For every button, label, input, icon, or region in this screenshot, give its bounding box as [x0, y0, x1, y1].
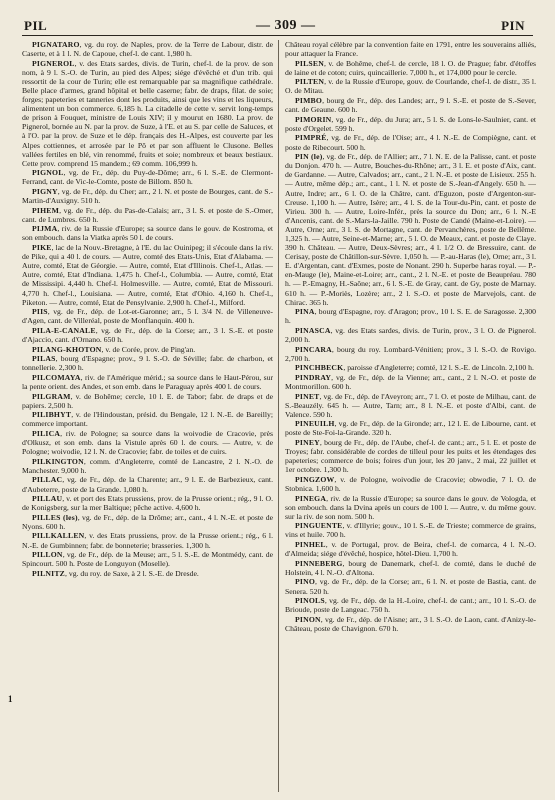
entry-definition: , vg. de Fr., dép. de l'Oise; arr., 4 l. N.-E. de Compiègne, cant. et poste de Ribecourt. 500 h.: [285, 133, 536, 152]
header-rule: [22, 35, 533, 36]
entry-definition: , v. de la Russie d'Europe, gouv. de Courlande, chef-l. de distr., 35 l. O. de Mitau.: [285, 77, 536, 96]
entry-definition: Château royal célèbre par la convention faite en 1791, entre les souverains alliés, pour attaquer la France.: [285, 40, 536, 59]
dictionary-entry: [285, 326, 536, 344]
dictionary-entry: [285, 115, 536, 133]
entry-definition: , vg. de Fr., dép. de la Drôme; arr., cant., 4 l. N.-E. et poste de Nyons. 600 h.: [22, 512, 273, 531]
dictionary-entry: [22, 569, 273, 578]
dictionary-entry: [22, 550, 273, 568]
column-divider: [278, 40, 279, 792]
dictionary-entry: [285, 307, 536, 325]
entry-headword: PINGZOW: [295, 474, 335, 484]
dictionary-entry: [22, 326, 273, 344]
entry-definition: , vg. de Fr., dép. de la H.-Loire, chef-l. de cant.; arr., 10 l. S.-O. de Brioude, poste de Langeac. 750 h.: [285, 596, 536, 615]
dictionary-entry: [22, 243, 273, 307]
entry-definition: , vg. de Fr., dép. de Lot-et-Garonne; arr., 5 l. 3/4 N. de Villeneuve-d'Agen, cant. de Villeréal, poste de Monflanquin. 400 h.: [22, 307, 273, 326]
dictionary-entry: [285, 475, 536, 493]
dictionary-entry: [285, 392, 536, 419]
entry-headword: PILLAU: [32, 494, 63, 504]
dictionary-entry: [285, 152, 536, 307]
entry-definition: , vg. du roy. de Naples, prov. de la Terre de Labour, distr. de Caserte, et à 1 l. N. de Capoue, chef-l. de cant. 1,980 h.: [22, 40, 273, 59]
entry-definition: , bourg de Fr., dép. de l'Aube, chef-l. de cant.; arr., 5 l. E. et poste de Troyes; fabr. considérable de cordes de tilleul pour les puits et les étendages des papeteries; commerce de bois; foires d'un jour, les 20 janv., 2 mai, 22 juillet et 1er octobre. 1,300 h.: [285, 438, 536, 475]
entry-headword: PIMBO: [295, 96, 323, 106]
entry-headword: PIN (le): [295, 152, 323, 162]
left-column: [22, 40, 273, 792]
dictionary-entry: [22, 307, 273, 325]
entry-headword: PINNEBERG: [295, 558, 343, 568]
entry-definition: , lac de la Nouv.-Bretagne, à l'E. du lac Ouinipeg; il s'écoule dans la riv. de Pike, qui a 40 l. de cours. — Autre, comté des Etats-Unis, Etat d'Alabama. — Autre, comté, Etat de Géorgie. — Autre, comté, Etat d'Illinois. Chef-l., Atlas. — Autre, comté, Etat d'Indiana. 1,475 h. Chef-l., Columbia. — Autre, comté, Etat de Mississipi. 4,440 h. Chef-l. Holmesville. — Autre, comté, Etat de Missouri. 4,770 h. Chef-l., Louisiana. — Autre, comté, Etat d'Ohio. 4,160 h. Chef-l., Piketon. — Autre, comté, Etat de Pensylvanie. 2,900 h. Chef-l., Milford.: [22, 243, 273, 307]
entry-definition: , v. de Portugal, prov. de Beira, chef-l. de comarca, 4 l. N.-O. d'Almeida; siége d'évêché, hospice, hôtel-Dieu. 1,700 h.: [285, 540, 536, 559]
dictionary-entry: [22, 59, 273, 168]
entry-definition: , bourg d'Espagne, roy. d'Aragon; prov., 10 l. S. E. de Saragosse. 2,300 h.: [285, 307, 536, 326]
dictionary-entry: [22, 410, 273, 428]
header-left-guide-word: PIL: [24, 18, 48, 33]
dictionary-entry: [285, 59, 536, 77]
entry-headword: PINO: [295, 577, 316, 587]
entry-headword: PILTEN: [295, 77, 325, 87]
entry-headword: PINEY: [295, 438, 320, 448]
entry-definition: , v. de Bohême; cercle, 10 l. E. de Tabor; fabr. de draps et de papiers. 2,500 h.: [22, 391, 273, 410]
dictionary-entry: [22, 392, 273, 410]
entry-headword: PINET: [295, 391, 320, 401]
entry-definition: , vg. de Fr., dép. de la Charente; arr., 9 l. E. de Barbezieux, cant. d'Aubeterre, poste de la Grande. 1,080 h.: [22, 475, 273, 494]
entry-definition: , comm. d'Angleterre, comté de Lancastre, 2 l. N.-O. de Manchester. 9,000 h.: [22, 456, 273, 475]
header-right-guide-word: PIN: [501, 18, 525, 33]
entry-definition: , riv. de la Russie d'Europe; sa source dans le gouv. de Kostroma, et son embouch. dans la Viatka après 50 l. de cours.: [22, 224, 273, 243]
entry-definition: , vg. de Fr., dép. du Puy-de-Dôme; arr., 6 l. S.-E. de Clermont-Ferrand, cant. de Vic-le-Comte, poste de Billom. 850 h.: [22, 168, 273, 187]
entry-headword: PINOLS: [295, 596, 325, 606]
entry-headword: PILSEN: [295, 58, 324, 68]
dictionary-entry: [285, 96, 536, 114]
entry-definition: , vg. de Fr., dép. de l'Allier; arr., 7 l. N. E. de la Palisse, cant. et poste du Donjon. 470 h. — Autre, Bouches-du-Rhône; arr., 3 l. E. et poste d'Aix, cant. de Gardanne. — Autre, Calvados; arr., cant., 2 l. N.-E. et poste de Lisieux. 255 h. — Autre, même dép.; arr., cant., 1 l. N. et poste de S.-Jean-d'Angely. 650 h. — Autre, Indre; arr., 6 l. O. de la Châtre, cant. d'Eguzon, poste d'Argenton-sur-Creuse. 1,100 h. — Autre, Isère; arr., 4 l. S. de la Tour-du-Pin, cant. et poste de Virieu. 300 h. — Autre, Loire-Infér., près la source du Don; arr., 6 l. N.-E d'Ancenis, cant. de S.-Mars-la-Jaille. 790 h. Poste de Candé (Maine-et-Loire). — Autre, Orne; arr., 3 l. S. de Mortagne, cant. de Pervanchères, poste de Bellême. 1,325 h. — Autre, Seine-et-Marne; arr., 5 l. O. de Meaux, cant. et poste de Claye. 390 h. Château. — Autre, Deux-Sèvres; arr., 4 l. 1/2 O. de Bressuire, cant. de Cerisay, poste de Châtillon-sur-Sèvre. 1,050 h. — P.-au-Haras (le), Orne; arr., 3 l. E. d'Argentan, cant. d'Exmes, poste de Nonant. 290 h. Superbe haras royal. — P.-en-Mauge (le), Maine-et-Loire; arr., cant., 2 l. N.-E. et poste de Beaupréau. 780 h. — P.-Emagny, H.-Saône; arr., 6 l. S.-E. de Gray, cant. de Gy, poste de Marnay. 610 h. — P.-Moriès, Lozère; arr., 2 l. S.-O. et poste de Marvejols, cant. de Chirac. 365 h.: [285, 152, 536, 307]
entry-headword: PILLON: [32, 550, 63, 560]
entry-definition: , vg. du roy. de Saxe, à 2 l. S.-E. de Dresde.: [65, 568, 199, 578]
entry-headword: PILLES (les): [32, 512, 78, 522]
entry-headword: PIIS: [32, 307, 48, 317]
entry-headword: PILAS: [32, 354, 56, 364]
entry-headword: PILA-E-CANALE: [32, 325, 96, 335]
entry-definition: , bourg du roy. Lombard-Vénitien; prov., 3 l. S.-O. de Rovigo. 2,700 h.: [285, 344, 536, 363]
entry-headword: PINDRAY: [295, 372, 332, 382]
dictionary-entry: [285, 596, 536, 614]
entry-headword: PIGNEROL: [32, 58, 75, 68]
entry-headword: PIJMA: [32, 224, 58, 234]
gutter-mark: 1: [8, 694, 13, 704]
entry-headword: PINON: [295, 614, 321, 624]
entry-headword: PIGNOL: [32, 168, 64, 178]
entry-definition: , vg. de Fr., dép. de la Corse; arr., 6 l. N. et poste de Bastia, cant. de Senera. 520 h.: [285, 577, 536, 596]
dictionary-entry: [285, 133, 536, 151]
entry-definition: , paroisse d'Angleterre; comté, 12 l. S.-E. de Lincoln. 2,100 h.: [343, 363, 534, 373]
entry-definition: , vg. de Fr., dép. du Pas-de-Calais; arr., 3 l. S. et poste de S.-Omer, cant. de Lumbres. 650 h.: [22, 205, 273, 224]
dictionary-entry: [285, 40, 536, 58]
dictionary-entry: [22, 531, 273, 549]
page-number: — 309 —: [256, 18, 316, 33]
entry-headword: PINCHBECK: [295, 363, 344, 373]
entry-headword: PILNITZ: [32, 568, 66, 578]
dictionary-entry: [22, 373, 273, 391]
entry-headword: PIKE: [32, 243, 52, 253]
dictionary-entry: [285, 521, 536, 539]
dictionary-entry: [285, 345, 536, 363]
entry-definition: , v. d'Illyrie; gouv., 10 l. S.-E. de Trieste; commerce de grains, vins et huile. 700 h.: [285, 521, 536, 540]
entry-definition: , vg. de Fr., dép. du Cher; arr., 2 l. N. et poste de Bourges, cant. de S.-Martin-d'Auxigny. 510 h.: [22, 187, 273, 206]
entry-definition: , bourg de Fr., dép. des Landes; arr., 9 l. S.-E. et poste de S.-Sever, cant. de Geaune. 600 h.: [285, 96, 536, 115]
entry-headword: PIMPRÉ: [295, 133, 327, 143]
entry-headword: PIHEM: [32, 205, 60, 215]
entry-headword: PILGRAM: [32, 391, 71, 401]
entry-definition: , vg. de Fr., dép. du Jura; arr., 5 l. S. de Lons-le-Saulnier, cant. et poste d'Orgelet. 599 h.: [285, 114, 536, 133]
entry-definition: , vg. de Fr., dép. de la Meuse; arr., 5 l. S.-E. de Montmédy, cant. de Spincourt. 500 h. Poste de Longuyon (Moselle).: [22, 550, 273, 569]
entry-definition: , vg. des Etats sardes, divis. de Turin, prov., 3 l. O. de Pignerol. 2,000 h.: [285, 325, 536, 344]
dictionary-entry: [22, 354, 273, 372]
entry-definition: , v. et port des Etats prussiens, prov. de la Prusse orient.; rég., 9 l. O. de Konigsberg, sur la mer Baltique; pêche active. 4,600 h.: [22, 494, 273, 513]
entry-definition: , vg. de Fr., dép. de la Gironde; arr., 12 l. E. de Libourne, cant. et poste de Ste-Foi-la-Grande. 320 h.: [285, 419, 536, 438]
entry-definition: , v. de l'Hindoustan, présid. du Bengale, 12 l. N.-E. de Bareilly; commerce important.: [22, 410, 273, 429]
entry-headword: PIGNATARO: [32, 40, 80, 49]
dictionary-entry: [285, 577, 536, 595]
dictionary-entry: [22, 224, 273, 242]
entry-definition: , bourg de Danemark, chef-l. de comté, dans le duché de Holstein, 4 l. N.-O. d'Altona.: [285, 558, 536, 577]
dictionary-entry: [285, 559, 536, 577]
page-header: [0, 10, 555, 36]
dictionary-entry: [22, 494, 273, 512]
dictionary-entry: [22, 345, 273, 354]
entry-definition: , v. de Corée, prov. de Ping'an.: [101, 344, 196, 354]
entry-headword: PILKINGTON: [32, 456, 84, 466]
entry-headword: PIGNY: [32, 187, 58, 196]
dictionary-entry: [285, 363, 536, 372]
dictionary-entry: [22, 206, 273, 224]
entry-headword: PINGUENTE: [295, 521, 343, 531]
dictionary-entry: [285, 419, 536, 437]
dictionary-entry: [22, 513, 273, 531]
entry-definition: , v. de Bohême, chef-l. de cercle, 18 l. O. de Prague; fabr. d'étoffes de laine et de coton; cuirs, quincaillerie. 7,000 h., et 174,000 pour le cercle.: [285, 58, 536, 77]
entry-headword: PINEUILH: [295, 419, 335, 429]
dictionary-entry: [285, 615, 536, 633]
entry-headword: PILANG-KHOTON: [32, 344, 102, 354]
dictionary-entry: [285, 540, 536, 558]
entry-headword: PINASCA: [295, 325, 331, 335]
entry-definition: , vg. de Fr., dép. de la Corse; arr., 3 l. S.-E. et poste d'Ajaccio, cant. d'Ornano. 650 h.: [22, 325, 273, 344]
right-column: [285, 40, 536, 792]
entry-headword: PINHEL: [295, 540, 326, 550]
dictionary-entry: [285, 438, 536, 474]
entry-definition: , vg. de Fr., dép. de la Vienne; arr., cant., 2 l. N.-O. et poste de Montmorillon. 600 h.: [285, 372, 536, 391]
entry-headword: PINEGA: [295, 493, 327, 503]
dictionary-entry: [22, 187, 273, 205]
dictionary-entry: [22, 429, 273, 456]
dictionary-entry: [285, 77, 536, 95]
entry-headword: PILICA: [32, 428, 61, 438]
entry-headword: PILLKALLEN: [32, 531, 85, 541]
entry-definition: , v. des Etats sardes, divis. de Turin, chef-l. de la prov. de son nom, à 9 l. S.-O. de Turin, au pied des Alpes; siége d'évêché et d'un trib. qui ressortit de la cour de Turin; elle est remarquable par sa magnifique cathédrale. Belle place d'armes, grand hôpital et belle caserne; fabr. de draps, filat. de soie; forges; papeteries et tanneries dont les produits, ainsi que les vins et les liqueurs, alimentent un bon commerce. 6,185 h. La citadelle de cette v. servit long-temps de prison à Fouquet, ministre de Louis XIV; il y mourut en 1680. La prov. de Pignerol, bornée au N. par la prov. de Suze, à l'E. et au S. par celle de Saluces, et à l'O. par la prov. de Suze et le dép. français des H.-Alpes, est couverte par les Alpes cottiennes, et arrosée par le Pô et par son affluent le Clusone. Belles vallées fertiles en blé, vin renommé, fruits et soie; nombreux et beaux bestiaux. Cette prov. comprend 15 mandem.; 69 comm. 106,999 h.: [22, 58, 273, 168]
dictionary-entry: [22, 475, 273, 493]
dictionary-entry: [22, 168, 273, 186]
entry-headword: PILIBHYT: [32, 410, 72, 420]
entry-headword: PILLAC: [32, 475, 63, 485]
dictionary-entry: [285, 494, 536, 521]
entry-definition: , riv. de Pologne; sa source dans la woivodie de Cracovie, près d'Olkusz, et son emb. dans la Vistule après 60 l. de cours. — Autre, v. de Pologne; woivodie, 12 l. N. de Cracovie; fabr. de toiles et de cuirs.: [22, 428, 273, 457]
entry-headword: PINCARA: [295, 344, 332, 354]
entry-definition: , v. de Pologne, woivodie de Cracovie; obwodie, 7 l. O. de Stobnica. 1,600 h.: [285, 474, 536, 493]
entry-headword: PINA: [295, 307, 315, 317]
entry-definition: , vg. de Fr., dép. de l'Aisne; arr., 3 l. S.-O. de Laon, cant. d'Anizy-le-Château, poste de Chavignon. 670 h.: [285, 614, 536, 633]
entry-definition: , riv. de l'Amérique mérid.; sa source dans le Haut-Pérou, sur la pente orient. des Andes, et son emb. dans le Paraguay après 400 l. de cours.: [22, 372, 273, 391]
dictionary-entry: [22, 40, 273, 58]
entry-definition: , vg. de Fr., dép. de l'Aveyron; arr., 7 l. O. et poste de Milhau, cant. de S.-Beauzély. 645 h. — Autre, Tarn; arr., 8 l. N.-E. et poste d'Albi, cant. de Valence. 590 h.: [285, 391, 536, 419]
entry-headword: PILCOMAYA: [32, 372, 81, 382]
entry-definition: , riv. de la Russie d'Europe; sa source dans le gouv. de Vologda, et son embouch. dans la Dvina après un cours de 100 l. — Autre, v. du même gouv. sur la riv. de son nom. 500 h.: [285, 493, 536, 521]
dictionary-entry: [285, 373, 536, 391]
entry-headword: PIMORIN: [295, 114, 332, 124]
entry-definition: , bourg d'Espagne; prov., 9 l. S.-O. de Séville; fabr. de charbon, et tonnellerie. 2,300 h.: [22, 354, 273, 373]
dictionary-entry: [22, 457, 273, 475]
entry-definition: , v. des Etats prussiens, prov. de la Prusse orient.; rég., 6 l. N.-E. de Gumbinnen; fabr. de bonneterie; brasseries. 1,300 h.: [22, 531, 273, 550]
